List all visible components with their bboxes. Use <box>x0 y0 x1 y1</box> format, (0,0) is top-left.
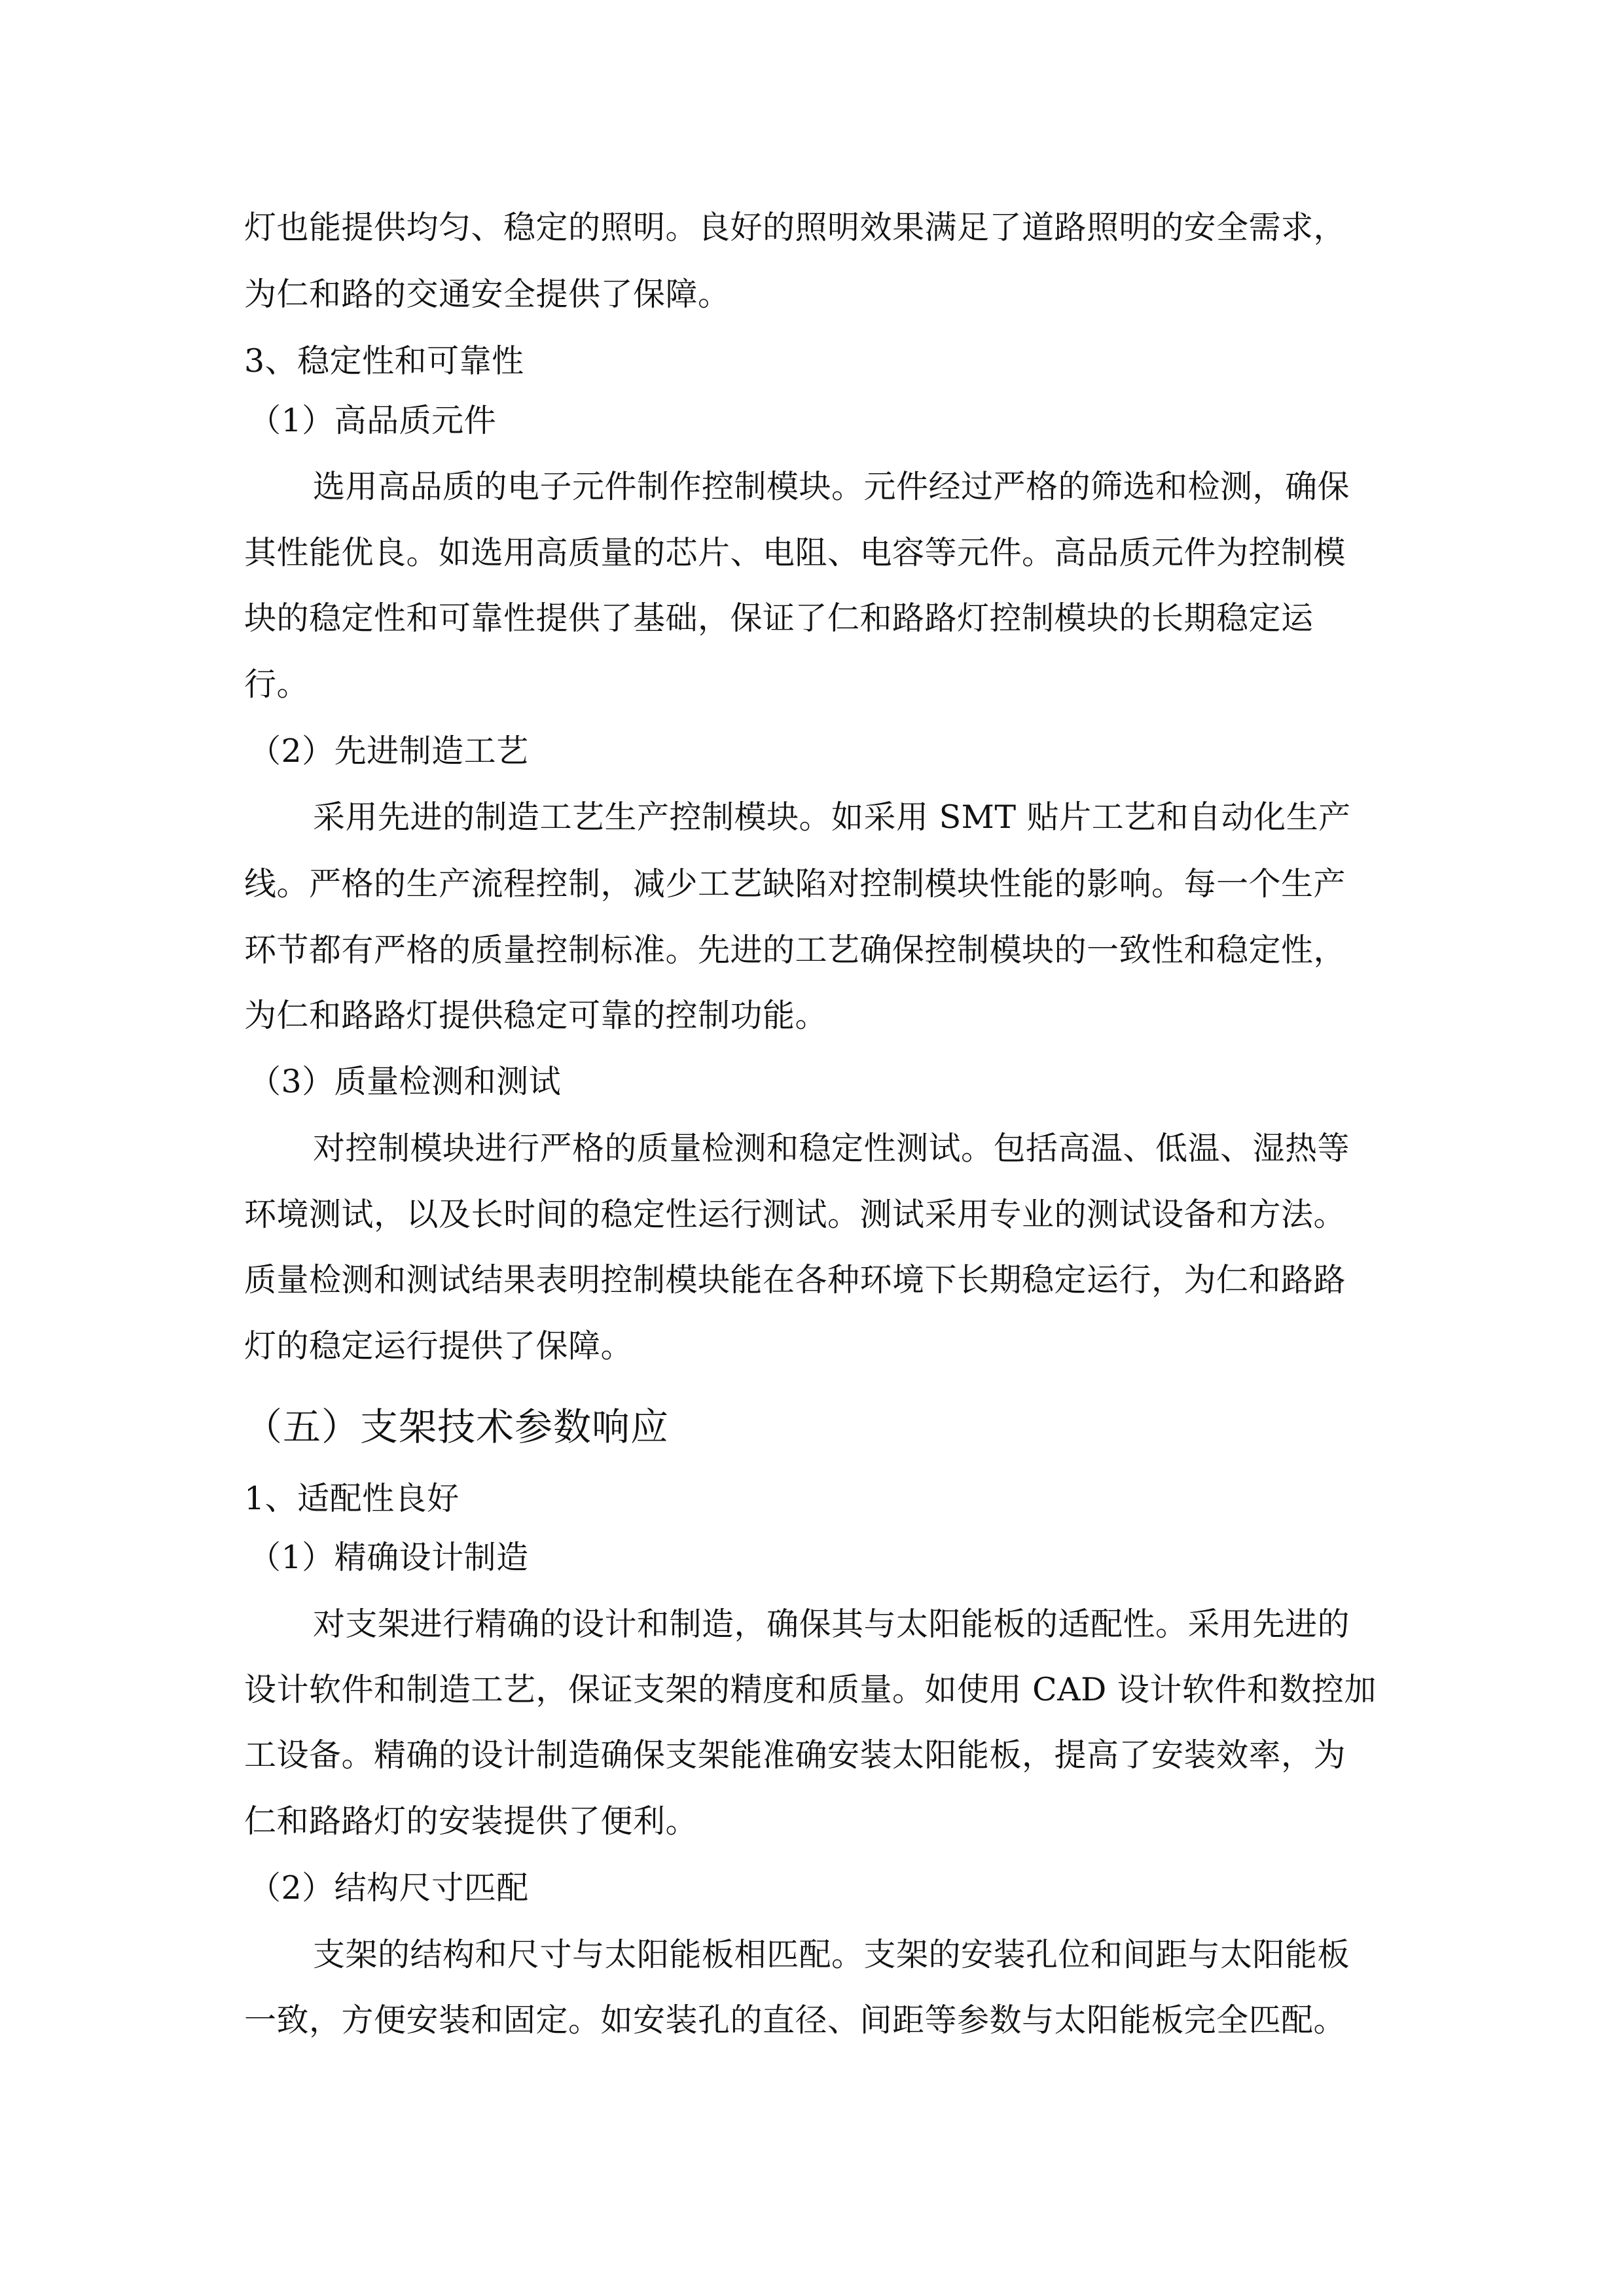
chapter-heading: （五）支架技术参数响应 <box>244 1405 670 1449</box>
subsection-heading: （2）先进制造工艺 <box>249 732 529 770</box>
paragraph-line: 仁和路路灯的安装提供了便利。 <box>244 1803 698 1840</box>
paragraph-line: 灯也能提供均匀、稳定的照明。良好的照明效果满足了道路照明的安全需求， <box>244 209 1346 246</box>
paragraph-line: 为仁和路路灯提供稳定可靠的控制功能。 <box>244 997 828 1034</box>
paragraph-line: 选用高品质的电子元件制作控制模块。元件经过严格的筛选和检测，确保 <box>313 468 1350 505</box>
paragraph-line: 线。严格的生产流程控制，减少工艺缺陷对控制模块性能的影响。每一个生产 <box>244 865 1346 903</box>
subsection-heading: （1）高品质元件 <box>249 402 497 439</box>
paragraph-line: 对支架进行精确的设计和制造，确保其与太阳能板的适配性。采用先进的 <box>313 1605 1350 1643</box>
paragraph-line: 一致，方便安装和固定。如安装孔的直径、间距等参数与太阳能板完全匹配。 <box>244 2001 1346 2039</box>
subsection-heading: （2）结构尺寸匹配 <box>249 1869 529 1907</box>
paragraph-line: 采用先进的制造工艺生产控制模块。如采用 SMT 贴片工艺和自动化生产 <box>313 798 1351 836</box>
section-heading: 1、适配性良好 <box>244 1480 460 1517</box>
subsection-heading: （1）精确设计制造 <box>249 1539 529 1576</box>
section-heading: 3、稳定性和可靠性 <box>244 342 524 380</box>
paragraph-line: 灯的稳定运行提供了保障。 <box>244 1327 634 1365</box>
paragraph-line: 质量检测和测试结果表明控制模块能在各种环境下长期稳定运行，为仁和路路 <box>244 1261 1346 1299</box>
paragraph-line: 块的稳定性和可靠性提供了基础，保证了仁和路路灯控制模块的长期稳定运 <box>244 600 1314 637</box>
paragraph-line: 其性能优良。如选用高质量的芯片、电阻、电容等元件。高品质元件为控制模 <box>244 534 1346 571</box>
paragraph-line: 环境测试，以及长时间的稳定性运行测试。测试采用专业的测试设备和方法。 <box>244 1196 1346 1233</box>
paragraph-line: 设计软件和制造工艺，保证支架的精度和质量。如使用 CAD 设计软件和数控加 <box>244 1671 1377 1708</box>
paragraph-line: 对控制模块进行严格的质量检测和稳定性测试。包括高温、低温、湿热等 <box>313 1130 1350 1167</box>
subsection-heading: （3）质量检测和测试 <box>249 1063 562 1100</box>
paragraph-line: 环节都有严格的质量控制标准。先进的工艺确保控制模块的一致性和稳定性， <box>244 931 1346 969</box>
paragraph-line: 行。 <box>244 666 310 703</box>
paragraph-line: 为仁和路的交通安全提供了保障。 <box>244 276 731 313</box>
paragraph-line: 支架的结构和尺寸与太阳能板相匹配。支架的安装孔位和间距与太阳能板 <box>313 1936 1350 1973</box>
paragraph-line: 工设备。精确的设计制造确保支架能准确安装太阳能板，提高了安装效率，为 <box>244 1736 1346 1774</box>
